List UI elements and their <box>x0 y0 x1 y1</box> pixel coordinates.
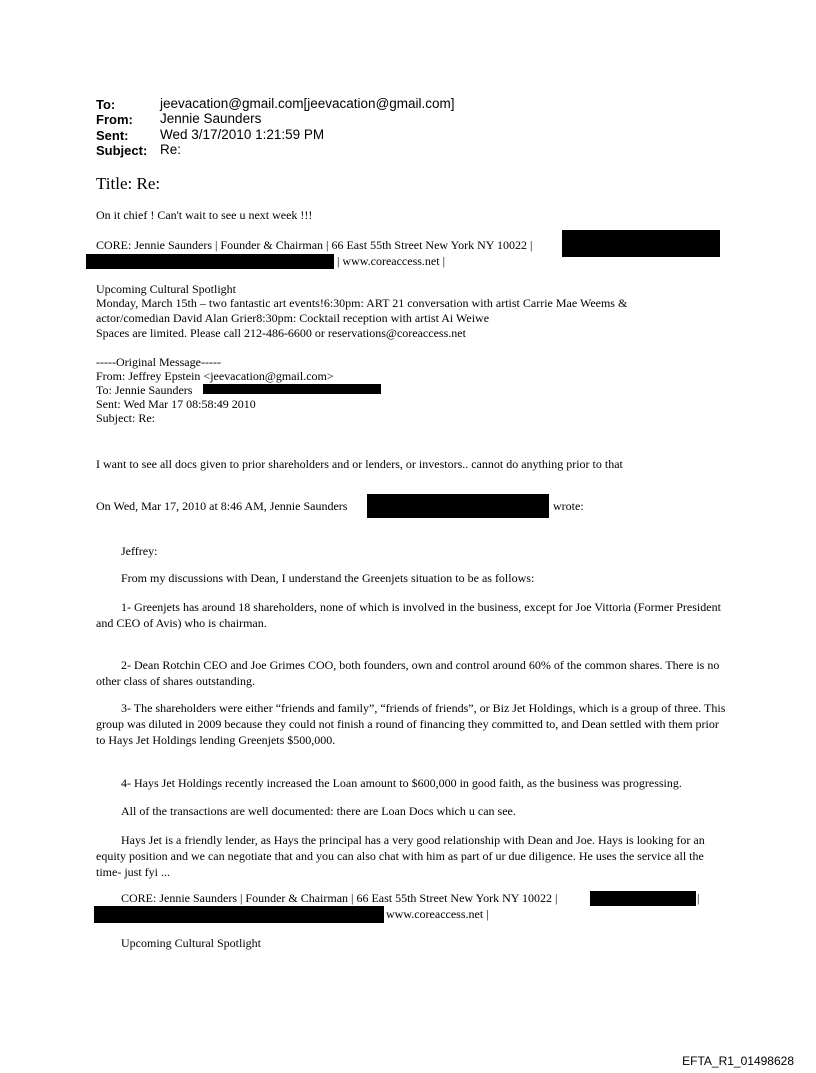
greeting: On it chief ! Can't wait to see u next week !!! <box>96 208 313 222</box>
from-label: From: <box>96 112 133 127</box>
quoted-intro: From my discussions with Dean, I understand the Greenjets situation to be as follows: <box>121 571 535 585</box>
redaction-box <box>590 891 696 906</box>
sent-value: Wed 3/17/2010 1:21:59 PM <box>160 127 325 142</box>
sent-label: Sent: <box>96 128 129 143</box>
redaction-box <box>562 230 720 257</box>
original-to: To: Jennie Saunders <box>96 383 193 397</box>
redaction-box <box>367 494 549 518</box>
quoted-signature-line-2: www.coreaccess.net | <box>386 907 489 921</box>
request-text: I want to see all docs given to prior shareholders and or lenders, or investors.. cannot do anything prior to that <box>96 457 623 471</box>
quoted-signature-line-1: CORE: Jennie Saunders | Founder & Chairman | 66 East 55th Street New York NY 10022 | <box>121 891 558 905</box>
quoted-spotlight-title: Upcoming Cultural Spotlight <box>121 936 261 950</box>
page-title: Title: Re: <box>96 174 161 193</box>
point-3: 3- The shareholders were either “friends and family”, “friends of friends”, or Biz Jet Holdings, which is a group of three. This group was diluted in 2009 because they could not finish a round of financing they committed to, and Dean settled with them prior to Hays Jet Holdings lending Greenjets $500,000. <box>96 701 726 747</box>
original-sent: Sent: Wed Mar 17 08:58:49 2010 <box>96 397 256 411</box>
redaction-box <box>203 384 381 394</box>
on-wed-suffix: wrote: <box>553 499 584 513</box>
quoted-signature-line-1-end: | <box>697 891 700 905</box>
to-value: jeevacation@gmail.com[jeevacation@gmail.com] <box>160 96 455 111</box>
signature-line-2: | www.coreaccess.net | <box>337 254 445 268</box>
transactions-text: All of the transactions are well documented: there are Loan Docs which u can see. <box>121 804 516 818</box>
point-2: 2- Dean Rotchin CEO and Joe Grimes COO, both founders, own and control around 60% of the common shares. There is no other class of shares outstanding. <box>96 658 720 688</box>
subject-label: Subject: <box>96 143 148 158</box>
point-4: 4- Hays Jet Holdings recently increased the Loan amount to $600,000 in good faith, as the business was progressing. <box>121 776 682 790</box>
spotlight-line-3: Spaces are limited. Please call 212-486-6600 or reservations@coreaccess.net <box>96 326 466 340</box>
on-wed-prefix: On Wed, Mar 17, 2010 at 8:46 AM, Jennie Saunders <box>96 499 348 513</box>
original-subject: Subject: Re: <box>96 411 155 425</box>
spotlight-line-2: actor/comedian David Alan Grier8:30pm: Cocktail reception with artist Ai Weiwe <box>96 311 490 325</box>
to-label: To: <box>96 97 116 112</box>
document-id: EFTA_R1_01498628 <box>682 1054 794 1068</box>
hays-paragraph: Hays Jet is a friendly lender, as Hays the principal has a very good relationship with Dean and Joe. Hays is looking for an equity position and we can negotiate that and you can also chat with him as part of ur due diligence. He uses the service all the time- just fyi ... <box>96 833 705 879</box>
original-message-marker: -----Original Message----- <box>96 355 221 369</box>
from-value: Jennie Saunders <box>160 111 262 126</box>
point-1: 1- Greenjets has around 18 shareholders, none of which is involved in the business, except for Joe Vittoria (Former President and CEO of Avis) who is chairman. <box>96 600 721 630</box>
spotlight-title: Upcoming Cultural Spotlight <box>96 282 236 296</box>
quoted-salutation: Jeffrey: <box>121 544 158 558</box>
subject-value: Re: <box>160 142 182 157</box>
original-from: From: Jeffrey Epstein <jeevacation@gmail.com> <box>96 369 334 383</box>
redaction-box <box>86 254 334 269</box>
spotlight-line-1: Monday, March 15th – two fantastic art events!6:30pm: ART 21 conversation with artist Carrie Mae Weems & <box>96 296 628 310</box>
redaction-box <box>94 906 384 923</box>
signature-line-1: CORE: Jennie Saunders | Founder & Chairman | 66 East 55th Street New York NY 10022 | <box>96 238 533 252</box>
